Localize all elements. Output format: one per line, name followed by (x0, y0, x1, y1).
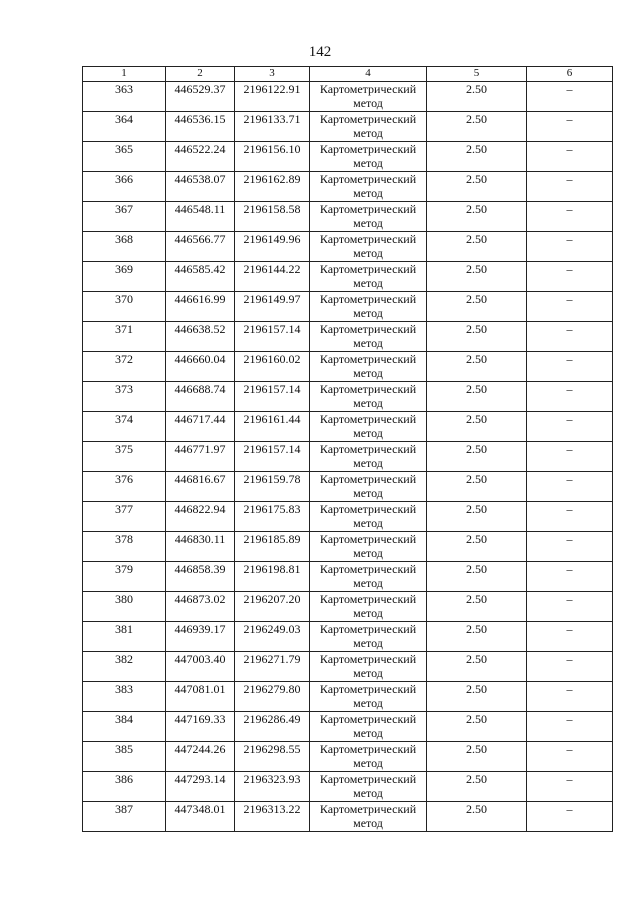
point-number-cell: 383 (83, 682, 166, 712)
point-number-cell: 378 (83, 532, 166, 562)
x-coordinate-cell: 447293.14 (166, 772, 235, 802)
method-cell: Картометрический метод (310, 412, 427, 442)
method-cell: Картометрический метод (310, 382, 427, 412)
accuracy-cell: 2.50 (427, 562, 527, 592)
accuracy-cell: 2.50 (427, 202, 527, 232)
method-cell: Картометрический метод (310, 562, 427, 592)
column-header-1: 1 (83, 67, 166, 82)
description-cell: – (527, 82, 613, 112)
method-cell: Картометрический метод (310, 442, 427, 472)
y-coordinate-cell: 2196313.22 (235, 802, 310, 832)
x-coordinate-cell: 446717.44 (166, 412, 235, 442)
description-cell: – (527, 202, 613, 232)
method-cell: Картометрический метод (310, 772, 427, 802)
accuracy-cell: 2.50 (427, 592, 527, 622)
description-cell: – (527, 622, 613, 652)
y-coordinate-cell: 2196157.14 (235, 382, 310, 412)
table-row (83, 202, 613, 232)
accuracy-cell: 2.50 (427, 232, 527, 262)
column-header-4: 4 (310, 67, 427, 82)
x-coordinate-cell: 447003.40 (166, 652, 235, 682)
table-row (83, 592, 613, 622)
method-cell: Картометрический метод (310, 172, 427, 202)
table-row (83, 772, 613, 802)
description-cell: – (527, 262, 613, 292)
point-number-cell: 382 (83, 652, 166, 682)
table-row (83, 232, 613, 262)
table-row (83, 532, 613, 562)
x-coordinate-cell: 446830.11 (166, 532, 235, 562)
y-coordinate-cell: 2196157.14 (235, 322, 310, 352)
description-cell: – (527, 292, 613, 322)
y-coordinate-cell: 2196160.02 (235, 352, 310, 382)
column-header-2: 2 (166, 67, 235, 82)
x-coordinate-cell: 446939.17 (166, 622, 235, 652)
description-cell: – (527, 562, 613, 592)
point-number-cell: 371 (83, 322, 166, 352)
description-cell: – (527, 112, 613, 142)
accuracy-cell: 2.50 (427, 82, 527, 112)
method-cell: Картометрический метод (310, 622, 427, 652)
point-number-cell: 377 (83, 502, 166, 532)
x-coordinate-cell: 446529.37 (166, 82, 235, 112)
point-number-cell: 373 (83, 382, 166, 412)
x-coordinate-cell: 446822.94 (166, 502, 235, 532)
description-cell: – (527, 532, 613, 562)
x-coordinate-cell: 447169.33 (166, 712, 235, 742)
accuracy-cell: 2.50 (427, 622, 527, 652)
description-cell: – (527, 412, 613, 442)
x-coordinate-cell: 446660.04 (166, 352, 235, 382)
accuracy-cell: 2.50 (427, 142, 527, 172)
accuracy-cell: 2.50 (427, 502, 527, 532)
table-row (83, 112, 613, 142)
point-number-cell: 364 (83, 112, 166, 142)
point-number-cell: 387 (83, 802, 166, 832)
point-number-cell: 367 (83, 202, 166, 232)
point-number-cell: 372 (83, 352, 166, 382)
description-cell: – (527, 772, 613, 802)
accuracy-cell: 2.50 (427, 172, 527, 202)
table-row (83, 562, 613, 592)
table-row (83, 382, 613, 412)
table-row (83, 682, 613, 712)
y-coordinate-cell: 2196159.78 (235, 472, 310, 502)
y-coordinate-cell: 2196207.20 (235, 592, 310, 622)
point-number-cell: 384 (83, 712, 166, 742)
x-coordinate-cell: 446858.39 (166, 562, 235, 592)
x-coordinate-cell: 447081.01 (166, 682, 235, 712)
description-cell: – (527, 322, 613, 352)
method-cell: Картометрический метод (310, 262, 427, 292)
point-number-cell: 385 (83, 742, 166, 772)
point-number-cell: 365 (83, 142, 166, 172)
description-cell: – (527, 742, 613, 772)
accuracy-cell: 2.50 (427, 772, 527, 802)
point-number-cell: 386 (83, 772, 166, 802)
y-coordinate-cell: 2196149.96 (235, 232, 310, 262)
column-header-5: 5 (427, 67, 527, 82)
method-cell: Картометрический метод (310, 352, 427, 382)
accuracy-cell: 2.50 (427, 382, 527, 412)
x-coordinate-cell: 447244.26 (166, 742, 235, 772)
point-number-cell: 363 (83, 82, 166, 112)
table-row (83, 472, 613, 502)
accuracy-cell: 2.50 (427, 292, 527, 322)
y-coordinate-cell: 2196185.89 (235, 532, 310, 562)
y-coordinate-cell: 2196162.89 (235, 172, 310, 202)
table-body (83, 82, 613, 832)
point-number-cell: 374 (83, 412, 166, 442)
table-row (83, 172, 613, 202)
method-cell: Картометрический метод (310, 82, 427, 112)
accuracy-cell: 2.50 (427, 112, 527, 142)
description-cell: – (527, 712, 613, 742)
method-cell: Картометрический метод (310, 742, 427, 772)
y-coordinate-cell: 2196286.49 (235, 712, 310, 742)
accuracy-cell: 2.50 (427, 682, 527, 712)
header-row (83, 67, 613, 82)
method-cell: Картометрический метод (310, 112, 427, 142)
description-cell: – (527, 682, 613, 712)
y-coordinate-cell: 2196279.80 (235, 682, 310, 712)
accuracy-cell: 2.50 (427, 322, 527, 352)
method-cell: Картометрический метод (310, 652, 427, 682)
method-cell: Картометрический метод (310, 532, 427, 562)
method-cell: Картометрический метод (310, 322, 427, 352)
x-coordinate-cell: 446566.77 (166, 232, 235, 262)
point-number-cell: 366 (83, 172, 166, 202)
y-coordinate-cell: 2196157.14 (235, 442, 310, 472)
description-cell: – (527, 592, 613, 622)
description-cell: – (527, 502, 613, 532)
accuracy-cell: 2.50 (427, 742, 527, 772)
point-number-cell: 380 (83, 592, 166, 622)
x-coordinate-cell: 446771.97 (166, 442, 235, 472)
accuracy-cell: 2.50 (427, 652, 527, 682)
accuracy-cell: 2.50 (427, 442, 527, 472)
method-cell: Картометрический метод (310, 592, 427, 622)
table-row (83, 82, 613, 112)
y-coordinate-cell: 2196122.91 (235, 82, 310, 112)
x-coordinate-cell: 446522.24 (166, 142, 235, 172)
accuracy-cell: 2.50 (427, 532, 527, 562)
point-number-cell: 368 (83, 232, 166, 262)
accuracy-cell: 2.50 (427, 472, 527, 502)
table-row (83, 502, 613, 532)
page-number: 142 (308, 44, 332, 60)
x-coordinate-cell: 446638.52 (166, 322, 235, 352)
table-row (83, 262, 613, 292)
point-number-cell: 369 (83, 262, 166, 292)
point-number-cell: 375 (83, 442, 166, 472)
method-cell: Картометрический метод (310, 502, 427, 532)
method-cell: Картометрический метод (310, 682, 427, 712)
table-row (83, 142, 613, 172)
x-coordinate-cell: 446536.15 (166, 112, 235, 142)
method-cell: Картометрический метод (310, 802, 427, 832)
y-coordinate-cell: 2196156.10 (235, 142, 310, 172)
table-row (83, 622, 613, 652)
table-row (83, 352, 613, 382)
point-number-cell: 376 (83, 472, 166, 502)
x-coordinate-cell: 446616.99 (166, 292, 235, 322)
accuracy-cell: 2.50 (427, 262, 527, 292)
table-row (83, 412, 613, 442)
y-coordinate-cell: 2196161.44 (235, 412, 310, 442)
point-number-cell: 379 (83, 562, 166, 592)
method-cell: Картометрический метод (310, 232, 427, 262)
description-cell: – (527, 172, 613, 202)
table-row (83, 712, 613, 742)
x-coordinate-cell: 446688.74 (166, 382, 235, 412)
description-cell: – (527, 472, 613, 502)
table-row (83, 442, 613, 472)
y-coordinate-cell: 2196158.58 (235, 202, 310, 232)
y-coordinate-cell: 2196198.81 (235, 562, 310, 592)
description-cell: – (527, 142, 613, 172)
column-header-6: 6 (527, 67, 613, 82)
table-row (83, 802, 613, 832)
description-cell: – (527, 802, 613, 832)
y-coordinate-cell: 2196298.55 (235, 742, 310, 772)
description-cell: – (527, 652, 613, 682)
y-coordinate-cell: 2196144.22 (235, 262, 310, 292)
coordinates-table (82, 66, 613, 832)
y-coordinate-cell: 2196323.93 (235, 772, 310, 802)
method-cell: Картометрический метод (310, 142, 427, 172)
table-row (83, 292, 613, 322)
method-cell: Картометрический метод (310, 292, 427, 322)
accuracy-cell: 2.50 (427, 712, 527, 742)
y-coordinate-cell: 2196133.71 (235, 112, 310, 142)
accuracy-cell: 2.50 (427, 802, 527, 832)
y-coordinate-cell: 2196149.97 (235, 292, 310, 322)
table-row (83, 742, 613, 772)
accuracy-cell: 2.50 (427, 412, 527, 442)
x-coordinate-cell: 446538.07 (166, 172, 235, 202)
x-coordinate-cell: 446816.67 (166, 472, 235, 502)
point-number-cell: 381 (83, 622, 166, 652)
x-coordinate-cell: 446873.02 (166, 592, 235, 622)
description-cell: – (527, 352, 613, 382)
description-cell: – (527, 232, 613, 262)
x-coordinate-cell: 446585.42 (166, 262, 235, 292)
table-row (83, 652, 613, 682)
accuracy-cell: 2.50 (427, 352, 527, 382)
y-coordinate-cell: 2196249.03 (235, 622, 310, 652)
point-number-cell: 370 (83, 292, 166, 322)
y-coordinate-cell: 2196271.79 (235, 652, 310, 682)
method-cell: Картометрический метод (310, 202, 427, 232)
x-coordinate-cell: 446548.11 (166, 202, 235, 232)
method-cell: Картометрический метод (310, 472, 427, 502)
x-coordinate-cell: 447348.01 (166, 802, 235, 832)
column-header-3: 3 (235, 67, 310, 82)
y-coordinate-cell: 2196175.83 (235, 502, 310, 532)
description-cell: – (527, 382, 613, 412)
table-row (83, 322, 613, 352)
method-cell: Картометрический метод (310, 712, 427, 742)
description-cell: – (527, 442, 613, 472)
